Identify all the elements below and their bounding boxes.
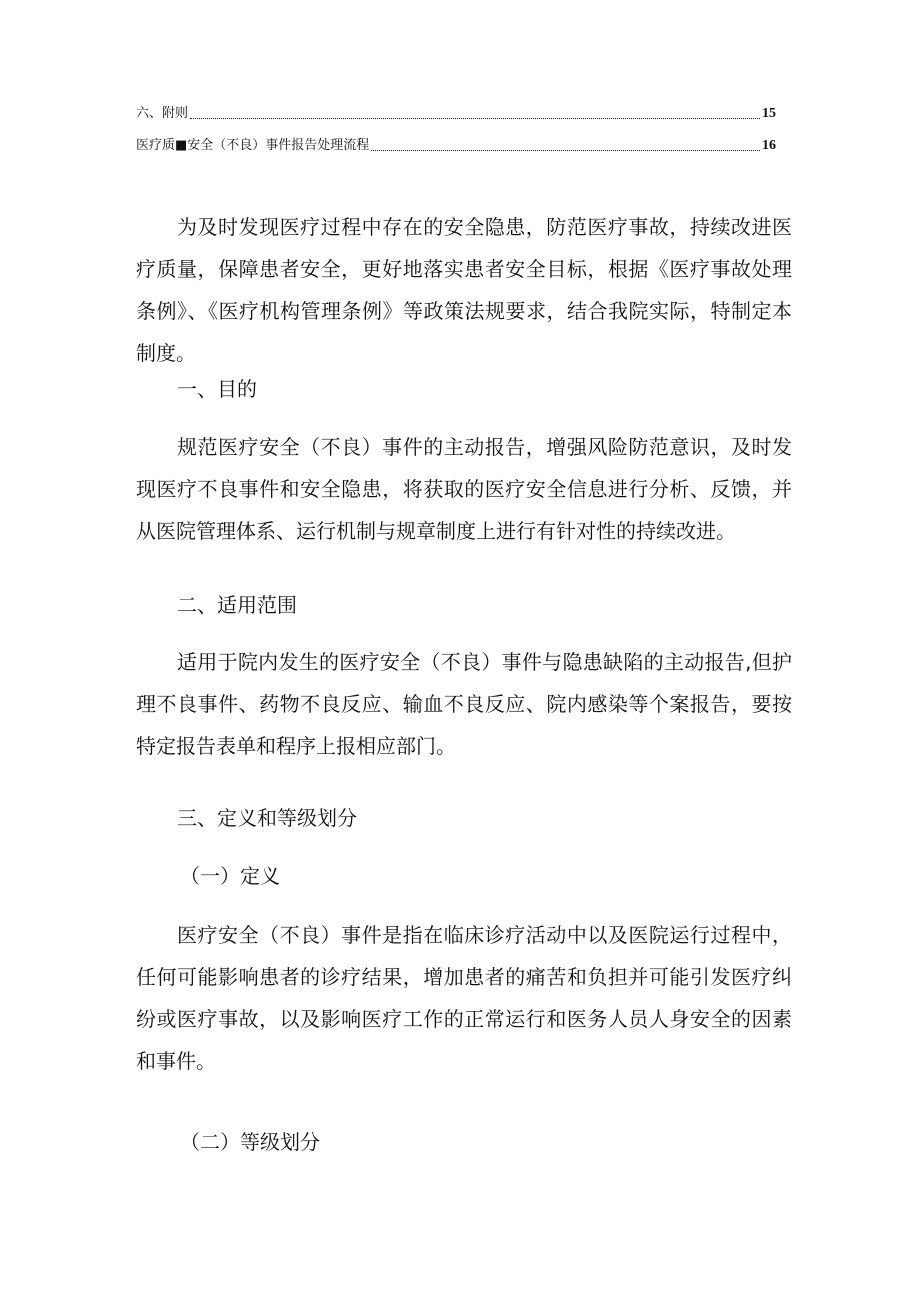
toc-leader-dots [371,149,760,151]
toc-title: 医疗质■安全（不良）事件报告处理流程 [136,138,370,153]
purpose-paragraph: 规范医疗安全（不良）事件的主动报告，增强风险防范意识，及时发现医疗不良事件和安全隐患，将获取的医疗安全信息进行分析、反馈，并从医院管理体系、运行机制与规章制度上进行有针对性的持续改进。 [136,435,792,543]
definition-paragraph: 医疗安全（不良）事件是指在临床诊疗活动中以及医院运行过程中，任何可能影响患者的诊疗结果，增加患者的痛苦和负担并可能引发医疗纠纷或医疗事故，以及影响医疗工作的正常运行和医务人员人身安全的因素和事件。 [136,923,792,1073]
section-heading-definition: 三、定义和等级划分 [177,806,357,830]
subsection-heading-definition: （一）定义 [180,864,280,888]
toc-entry [136,105,776,123]
section-heading-purpose: 一、目的 [177,377,257,401]
section-heading-scope: 二、适用范围 [177,593,297,617]
toc-entry [136,137,776,155]
toc-page-number: 15 [762,106,776,121]
toc-page-number: 16 [762,138,776,153]
scope-paragraph: 适用于院内发生的医疗安全（不良）事件与隐患缺陷的主动报告,但护理不良事件、药物不良反应、输血不良反应、院内感染等个案报告，要按特定报告表单和程序上报相应部门。 [136,650,792,758]
intro-paragraph: 为及时发现医疗过程中存在的安全隐患，防范医疗事故，持续改进医疗质量，保障患者安全，更好地落实患者安全目标，根据《医疗事故处理条例》、《医疗机构管理条例》等政策法规要求，结合我院实际，特制定本制度。 [136,215,792,365]
toc-leader-dots [190,117,760,119]
toc-title: 六、附则 [136,106,189,121]
subsection-heading-grading: （二）等级划分 [180,1130,320,1154]
